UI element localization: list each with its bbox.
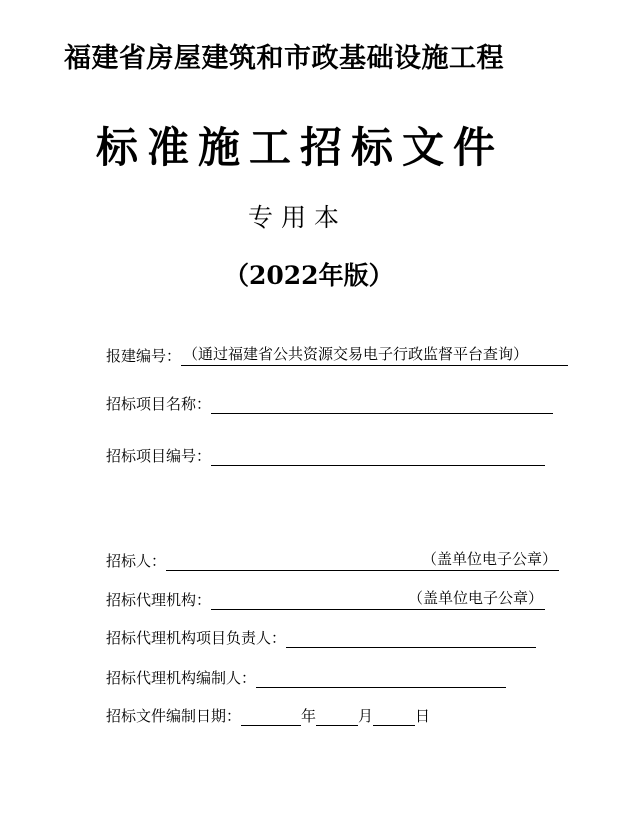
field-value-line	[181, 347, 568, 366]
field-agency	[106, 589, 545, 610]
field-project-number	[106, 445, 545, 466]
field-prep-date	[106, 705, 430, 726]
field-value-line	[286, 629, 536, 648]
field-label: 招标代理机构编制人：	[106, 669, 257, 687]
year-blank	[241, 707, 301, 726]
field-label: 招标代理机构项目负责人：	[106, 629, 287, 647]
doc-title-main: 标准施工招标文件	[96, 123, 505, 172]
doc-title-line1: 福建省房屋建筑和市政基础设施工程	[64, 43, 504, 74]
field-label: 招标代理机构：	[106, 591, 212, 609]
field-registration-number	[106, 345, 568, 366]
field-value-line	[211, 395, 553, 414]
field-label: 招标人：	[106, 552, 167, 570]
field-value-line	[211, 447, 545, 466]
field-label: 招标项目编号：	[106, 447, 212, 465]
day-label: 日	[415, 707, 431, 725]
field-value: （盖单位电子公章）	[408, 589, 544, 607]
field-agency-preparer	[106, 667, 506, 688]
doc-subtitle: 专用本	[248, 203, 348, 232]
field-project-name	[106, 393, 553, 414]
month-blank	[316, 707, 358, 726]
doc-edition: （2022年版）	[224, 261, 394, 290]
year-label: 年	[301, 707, 317, 725]
field-value: （盖单位电子公章）	[422, 550, 558, 568]
field-value-line	[211, 591, 545, 610]
day-blank	[373, 707, 415, 726]
field-label: 招标项目名称：	[106, 395, 212, 413]
field-value: （通过福建省公共资源交易电子行政监督平台查询）	[183, 345, 529, 363]
field-value-line	[256, 669, 506, 688]
field-label: 报建编号：	[106, 347, 182, 365]
field-tenderer	[106, 550, 559, 571]
field-value-line	[166, 552, 559, 571]
field-label: 招标文件编制日期：	[106, 707, 242, 725]
month-label: 月	[358, 707, 374, 725]
field-agency-project-leader	[106, 627, 536, 648]
